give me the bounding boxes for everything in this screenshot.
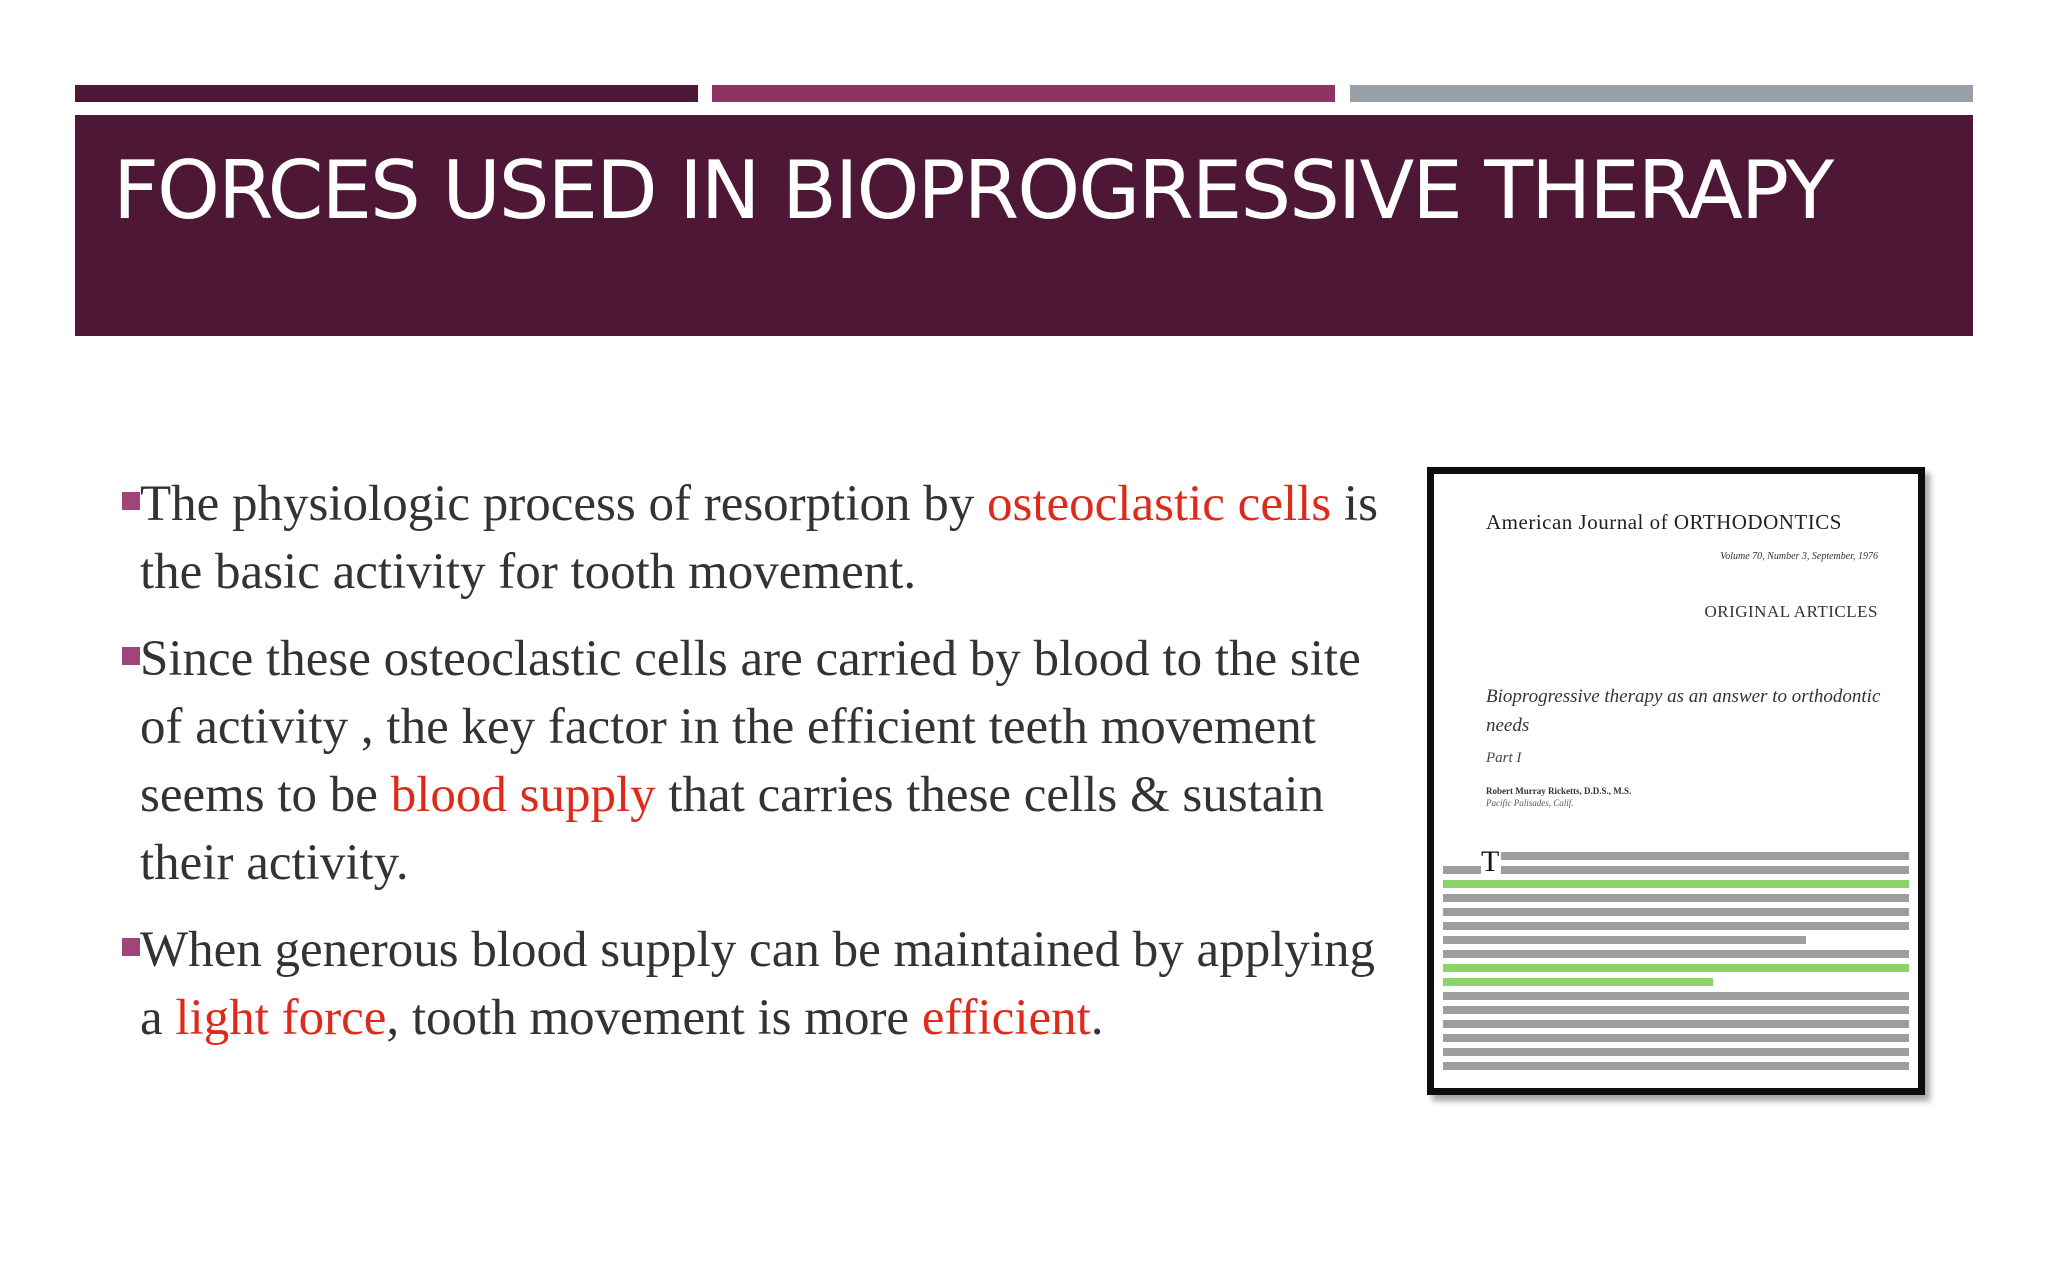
text-line — [1443, 866, 1909, 874]
bullet-list — [118, 470, 1398, 1071]
accent-bar-magenta — [712, 85, 1335, 102]
bullet-text: When generous blood supply can be maintained by applying a — [140, 922, 1376, 1046]
highlighted-text-line — [1443, 978, 1713, 986]
bullet-item-light-force — [118, 916, 1398, 1052]
article-affiliation: Pacific Palisades, Calif. — [1486, 798, 1574, 808]
bullet-square-icon — [122, 938, 140, 956]
highlighted-text-line — [1443, 964, 1909, 972]
text-line — [1443, 992, 1909, 1000]
text-line — [1443, 922, 1909, 930]
journal-name: American Journal of ORTHODONTICS — [1486, 510, 1842, 534]
bullet-square-icon — [122, 647, 140, 665]
highlight-term: osteoclastic cells — [987, 476, 1332, 532]
article-part: Part I — [1486, 750, 1522, 766]
text-line — [1443, 950, 1909, 958]
text-line — [1443, 908, 1909, 916]
slide-title: FORCES USED IN BIOPROGRESSIVE THERAPY — [113, 144, 1833, 237]
text-line — [1443, 1062, 1909, 1070]
bullet-square-icon — [122, 492, 140, 510]
text-line — [1443, 936, 1806, 944]
highlight-term: light force — [175, 990, 387, 1046]
text-line — [1443, 1006, 1909, 1014]
article-body-text — [1443, 852, 1909, 1076]
highlight-term: blood supply — [390, 767, 656, 823]
article-dropcap: T — [1481, 845, 1500, 878]
bullet-text: is the basic activity for tooth movement. — [140, 476, 1378, 600]
bullet-item-resorption — [118, 470, 1398, 606]
text-line — [1483, 852, 1909, 860]
bullet-text: that carries these cells & sustain their activity. — [140, 767, 1325, 891]
text-line — [1443, 894, 1909, 902]
section-heading: ORIGINAL ARTICLES — [1704, 602, 1878, 621]
article-title: Bioprogressive therapy as an answer to orthodontic needs — [1486, 686, 1881, 736]
bullet-text: . — [1090, 990, 1104, 1046]
title-banner — [75, 115, 1973, 336]
journal-article-image — [1427, 467, 1925, 1095]
bullet-text: The physiologic process of resorption by — [140, 476, 988, 532]
journal-volume: Volume 70, Number 3, September, 1976 — [1720, 551, 1878, 562]
accent-bar-dark — [75, 85, 698, 102]
text-line — [1443, 1020, 1909, 1028]
accent-bar-gray — [1350, 85, 1973, 102]
article-author: Robert Murray Ricketts, D.D.S., M.S. — [1486, 786, 1632, 796]
bullet-text: , tooth movement is more — [386, 990, 922, 1046]
highlighted-text-line — [1443, 880, 1909, 888]
bullet-item-blood-supply — [118, 625, 1398, 897]
text-line — [1443, 1034, 1909, 1042]
highlight-term: efficient — [921, 990, 1091, 1046]
text-line — [1443, 1048, 1909, 1056]
bullet-text: Since these osteoclastic cells are carried by blood to the site of activity , the key factor in the efficient teeth movement seems to be — [140, 631, 1361, 823]
